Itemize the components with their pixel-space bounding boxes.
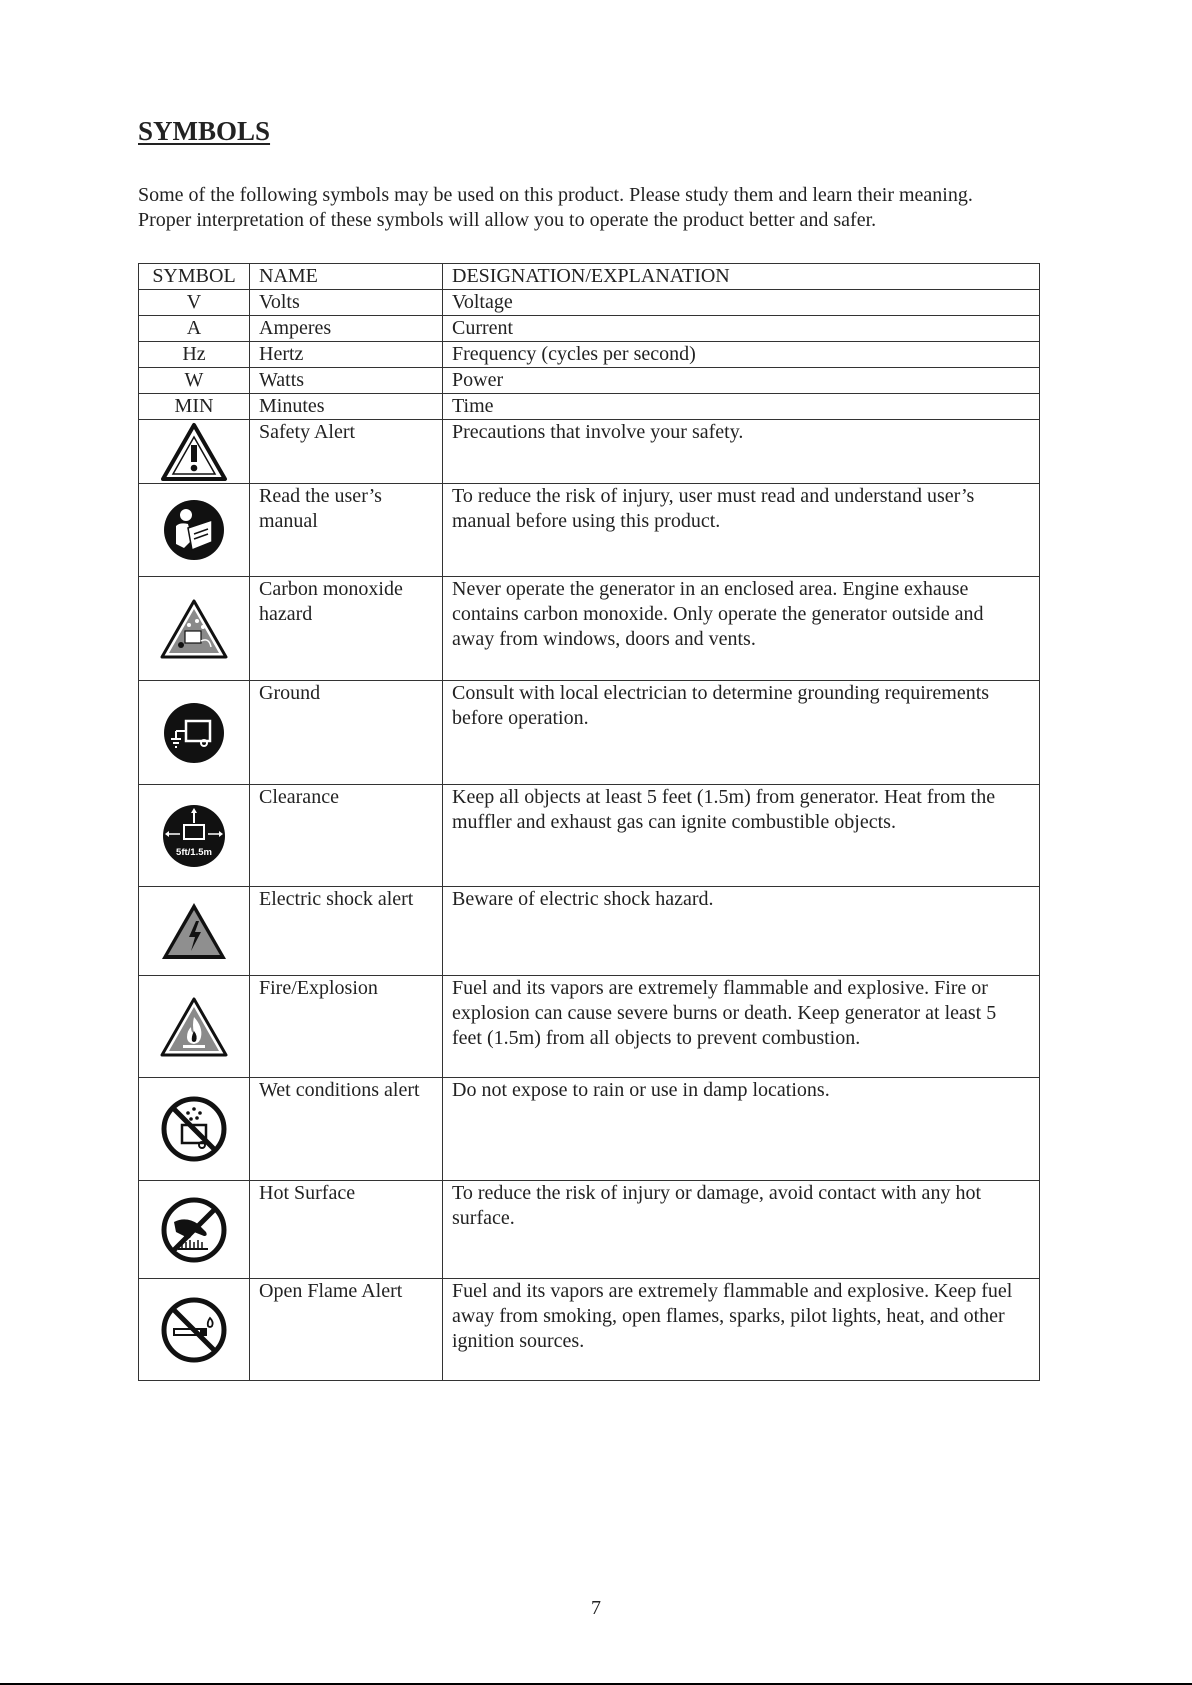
row-explanation: Power bbox=[443, 368, 1040, 394]
row-name: Amperes bbox=[250, 316, 443, 342]
header-symbol: SYMBOL bbox=[139, 264, 250, 290]
table-header-row bbox=[139, 264, 1040, 290]
intro-line: Some of the following symbols may be used on this product. Please study them and learn their meaning. bbox=[138, 184, 973, 206]
row-explanation: Fuel and its vapors are extremely flammable and explosive. Fire or explosion can cause severe burns or death. Keep generator at least 5 feet (1.5m) from all objects to prevent combustion. bbox=[443, 976, 1040, 1078]
safety-alert-icon bbox=[159, 421, 229, 483]
header-explanation: DESIGNATION/EXPLANATION bbox=[443, 264, 1040, 290]
ground-icon bbox=[162, 701, 226, 765]
table-row bbox=[139, 394, 1040, 420]
table-row bbox=[139, 1279, 1040, 1381]
row-explanation: Voltage bbox=[443, 290, 1040, 316]
table-row bbox=[139, 976, 1040, 1078]
table-row bbox=[139, 887, 1040, 976]
row-explanation: Keep all objects at least 5 feet (1.5m) from generator. Heat from the muffler and exhaust gas can ignite combustible objects. bbox=[443, 785, 1040, 887]
open-flame-icon bbox=[160, 1296, 228, 1364]
row-name: Electric shock alert bbox=[250, 887, 443, 976]
row-explanation: Frequency (cycles per second) bbox=[443, 342, 1040, 368]
row-name: Ground bbox=[250, 681, 443, 785]
table-row bbox=[139, 484, 1040, 577]
row-explanation: Do not expose to rain or use in damp locations. bbox=[443, 1078, 1040, 1181]
row-symbol: A bbox=[139, 316, 250, 342]
row-name: Watts bbox=[250, 368, 443, 394]
symbols-table bbox=[138, 263, 1040, 1381]
page-title: SYMBOLS bbox=[138, 116, 271, 146]
carbon-monoxide-icon bbox=[159, 597, 229, 661]
read-manual-icon bbox=[162, 498, 226, 562]
wet-conditions-icon bbox=[160, 1095, 228, 1163]
table-row bbox=[139, 577, 1040, 681]
row-explanation: Never operate the generator in an enclosed area. Engine exhause contains carbon monoxide. Only operate the generator outside and away from windows, doors and vents. bbox=[443, 577, 1040, 681]
row-name: Carbon monoxide hazard bbox=[250, 577, 443, 681]
row-explanation: To reduce the risk of injury, user must read and understand user’s manual before using this product. bbox=[443, 484, 1040, 577]
table-row bbox=[139, 316, 1040, 342]
row-name: Volts bbox=[250, 290, 443, 316]
table-row bbox=[139, 420, 1040, 484]
electric-shock-icon bbox=[159, 899, 229, 963]
hot-surface-icon bbox=[160, 1196, 228, 1264]
table-row bbox=[139, 1078, 1040, 1181]
table-row bbox=[139, 368, 1040, 394]
row-explanation: Current bbox=[443, 316, 1040, 342]
row-symbol: W bbox=[139, 368, 250, 394]
table-row bbox=[139, 1181, 1040, 1279]
row-explanation: To reduce the risk of injury or damage, avoid contact with any hot surface. bbox=[443, 1181, 1040, 1279]
intro-line: Proper interpretation of these symbols will allow you to operate the product better and safer. bbox=[138, 209, 877, 231]
row-explanation: Time bbox=[443, 394, 1040, 420]
row-explanation: Precautions that involve your safety. bbox=[443, 420, 1040, 484]
fire-explosion-icon bbox=[159, 995, 229, 1059]
row-symbol: MIN bbox=[139, 394, 250, 420]
row-name: Fire/Explosion bbox=[250, 976, 443, 1078]
table-row bbox=[139, 681, 1040, 785]
row-name: Safety Alert bbox=[250, 420, 443, 484]
header-name: NAME bbox=[250, 264, 443, 290]
page-number: 7 bbox=[591, 1597, 601, 1619]
table-row bbox=[139, 290, 1040, 316]
row-name: Hertz bbox=[250, 342, 443, 368]
row-name: Clearance bbox=[250, 785, 443, 887]
intro-paragraph bbox=[138, 183, 1078, 233]
clearance-icon-label: 5ft/1.5m bbox=[176, 846, 212, 858]
row-symbol: V bbox=[139, 290, 250, 316]
row-symbol: Hz bbox=[139, 342, 250, 368]
row-explanation: Beware of electric shock hazard. bbox=[443, 887, 1040, 976]
row-name: Read the user’s manual bbox=[250, 484, 443, 577]
table-row bbox=[139, 342, 1040, 368]
clearance-icon bbox=[161, 803, 227, 869]
row-name: Minutes bbox=[250, 394, 443, 420]
row-explanation: Consult with local electrician to determine grounding requirements before operation. bbox=[443, 681, 1040, 785]
row-name: Open Flame Alert bbox=[250, 1279, 443, 1381]
row-name: Hot Surface bbox=[250, 1181, 443, 1279]
row-explanation: Fuel and its vapors are extremely flammable and explosive. Keep fuel away from smoking, open flames, sparks, pilot lights, heat, and other ignition sources. bbox=[443, 1279, 1040, 1381]
table-row bbox=[139, 785, 1040, 887]
row-name: Wet conditions alert bbox=[250, 1078, 443, 1181]
